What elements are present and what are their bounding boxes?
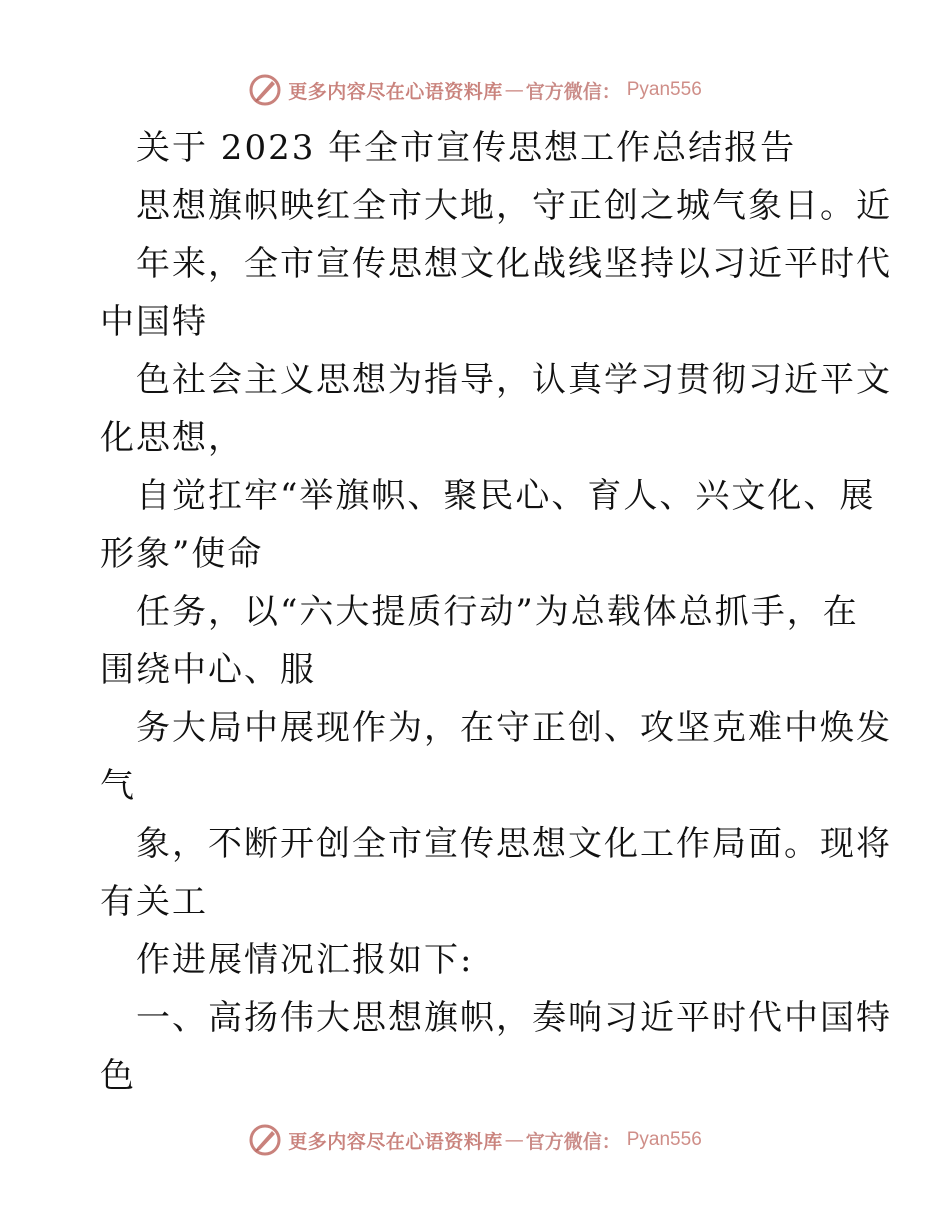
text-line: 作进展情况汇报如下:	[136, 940, 474, 980]
header-watermark	[0, 70, 950, 110]
text-line: 象，不断开创全市宣传思想文化工作局面。现将	[136, 824, 892, 864]
document-body	[100, 119, 892, 1105]
watermark-site-text: 更多内容尽在心语资料库	[288, 80, 503, 103]
watermark-dash: —	[504, 1129, 524, 1151]
quill-pen-logo-icon	[248, 73, 282, 107]
watermark-official-label: 官方微信：	[525, 1130, 621, 1153]
text-line: 有关工	[100, 882, 208, 922]
watermark-site-text: 更多内容尽在心语资料库	[288, 1130, 503, 1153]
text-line: 中国特	[100, 302, 208, 342]
watermark-wechat-id: Pyan556	[626, 1129, 702, 1150]
text-line: 色	[100, 1056, 136, 1096]
text-line: 气	[100, 766, 136, 806]
text-line: 务大局中展现作为，在守正创、攻坚克难中焕发	[136, 708, 892, 748]
text-line: 色社会主义思想为指导，认真学习贯彻习近平文	[136, 360, 892, 400]
text-line: 年来，全市宣传思想文化战线坚持以习近平时代	[136, 244, 892, 284]
text-line: 思想旗帜映红全市大地，守正创之城气象日。近	[136, 186, 892, 226]
text-line: 化思想，	[100, 418, 244, 458]
watermark-dash: —	[504, 79, 524, 101]
text-line: 围绕中心、服	[100, 650, 316, 690]
text-line: 一、高扬伟大思想旗帜，奏响习近平时代中国特	[136, 998, 892, 1038]
text-line: 形象”使命	[100, 534, 264, 574]
text-line: 关于 2023 年全市宣传思想工作总结报告	[136, 128, 797, 168]
text-line: 自觉扛牢“举旗帜、聚民心、育人、兴文化、展	[136, 476, 876, 516]
watermark-official-label: 官方微信：	[525, 80, 621, 103]
watermark-wechat-id: Pyan556	[626, 79, 702, 100]
footer-watermark	[0, 1120, 950, 1160]
quill-pen-logo-icon	[248, 1123, 282, 1157]
text-line: 任务，以“六大提质行动”为总载体总抓手，在	[136, 592, 859, 632]
